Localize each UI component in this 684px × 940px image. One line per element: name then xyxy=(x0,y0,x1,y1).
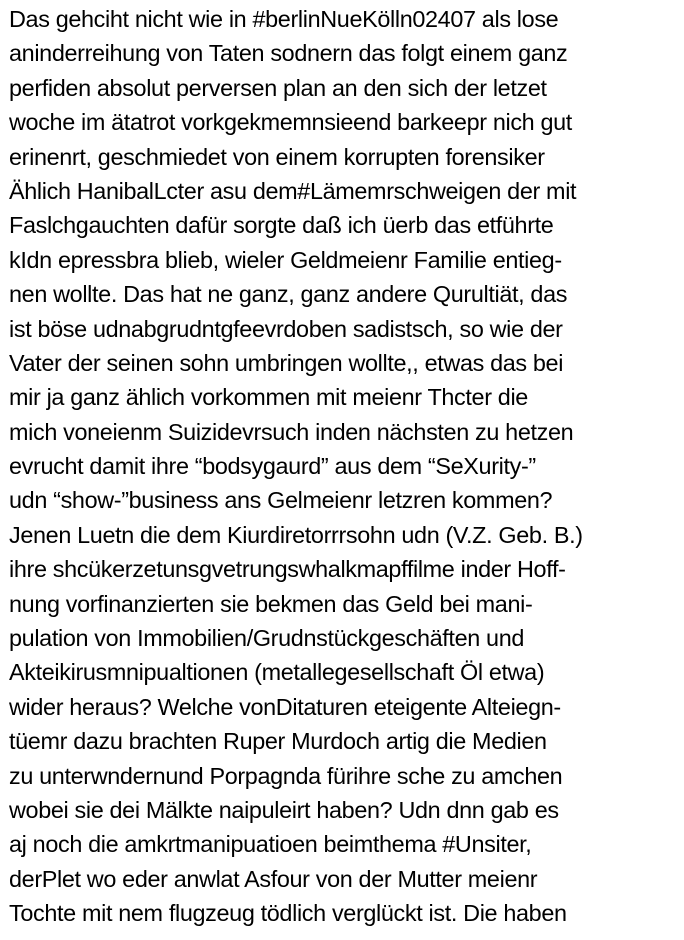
text-line-22: tüemr dazu brachten Ruper Murdoch artig die Medien xyxy=(9,728,547,755)
text-line-3: perfiden absolut perversen plan an den sich der letzet xyxy=(9,74,547,101)
text-line-19: pulation von Immobilien/Grudnstückgeschäften und xyxy=(9,625,525,652)
text-line-27: Tochte mit nem flugzeug tödlich verglückt ist. Die haben xyxy=(9,900,567,927)
text-line-25: aj noch die amkrtmanipuatioen beimthema #Unsiter, xyxy=(9,831,532,858)
text-line-4: woche im ätatrot vorkgekmemnsieend barkeepr nich gut xyxy=(9,109,572,136)
text-line-23: zu unterwndernund Porpagnda fürihre sche zu amchen xyxy=(9,762,563,789)
text-line-7: Faslchgauchten dafür sorgte daß ich üerb das etführte xyxy=(9,212,554,239)
text-line-15: udn “show-”business ans Gelmeienr letzren kommen? xyxy=(9,487,553,514)
text-line-24: wobei sie dei Mälkte naipuleirt haben? Udn dnn gab es xyxy=(9,796,559,823)
text-line-5: erinenrt, geschmiedet von einem korrupten forensiker xyxy=(9,143,545,170)
text-line-11: Vater der seinen sohn umbringen wollte,, etwas das bei xyxy=(9,349,564,376)
text-line-1: Das gehciht nicht wie in #berlinNueKölln02407 als lose xyxy=(9,6,559,32)
text-line-14: evrucht damit ihre “bodsygaurd” aus dem “SeXurity-” xyxy=(9,453,536,480)
text-line-20: Akteikirusmnipualtionen (metallegesellschaft Öl etwa) xyxy=(9,659,545,686)
text-line-6: Ählich HanibalLcter asu dem#Lämemrschweigen der mit xyxy=(9,177,577,204)
text-line-10: ist böse udnabgrudntgfeevrdoben sadistsch, so wie der xyxy=(9,315,563,342)
text-line-12: mir ja ganz ählich vorkommen mit meienr Thcter die xyxy=(9,384,528,411)
text-line-9: nen wollte. Das hat ne ganz, ganz andere Qurultiät, das xyxy=(9,281,568,308)
text-line-8: kIdn epressbra blieb, wieler Geldmeienr Familie entieg- xyxy=(9,246,562,273)
text-line-21: wider heraus? Welche vonDitaturen eteigente Alteiegn- xyxy=(9,693,561,720)
text-line-16: Jenen Luetn die dem Kiurdiretorrrsohn udn (V.Z. Geb. B.) xyxy=(9,521,583,548)
text-line-26: derPlet wo eder anwlat Asfour von der Mutter meienr xyxy=(9,865,538,892)
text-line-13: mich voneienm Suizidevrsuch inden nächsten zu hetzen xyxy=(9,418,574,445)
body-text xyxy=(9,2,677,931)
text-line-2: aninderreihung von Taten sodnern das folgt einem ganz xyxy=(9,40,568,67)
text-line-17: ihre shcükerzetunsgvetrungswhalkmapffilme inder Hoff- xyxy=(9,556,566,583)
text-line-18: nung vorfinanzierten sie bekmen das Geld bei mani- xyxy=(9,590,533,617)
